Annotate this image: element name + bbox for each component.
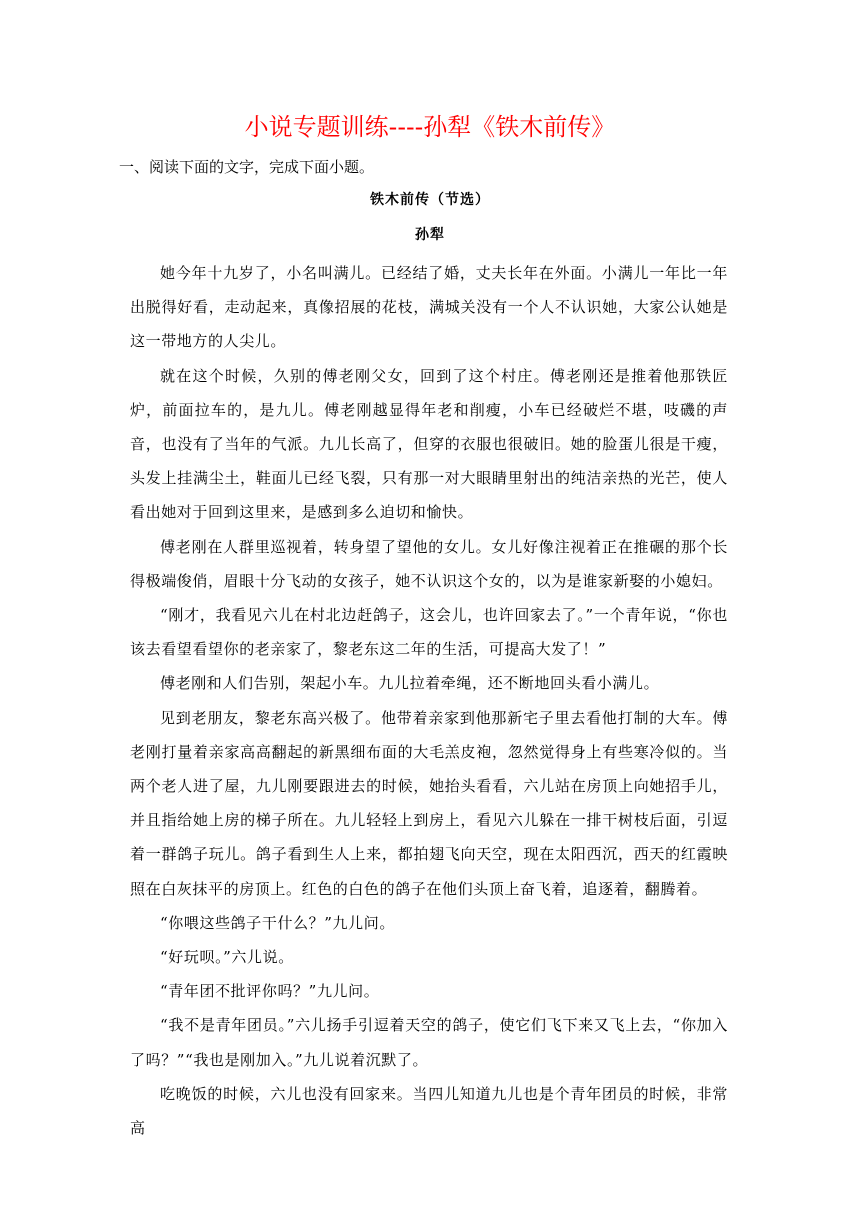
article-author: 孙犁 [415, 227, 445, 243]
paragraph: 见到老朋友，黎老东高兴极了。他带着亲家到他那新宅子里去看他打制的大车。傅老刚打量着亲家高高翻起的新黑细布面的大毛羔皮袍，忽然觉得身上有些寒冷似的。当两个老人进了屋，九儿刚要跟进去的时候，她抬头看看，六儿站在房顶上向她招手儿，并且指给她上房的梯子所在。九儿轻轻上到房上，看见六儿躲在一排干树枝后面，引逗着一群鸽子玩儿。鸽子看到生人上来，都拍翅飞向天空，现在太阳西沉，西天的红霞映照在白灰抹平的房顶上。红色的白色的鸽子在他们头顶上奋飞着，追逐着，翻腾着。 [130, 708, 728, 898]
question-instruction: 一、阅读下面的文字，完成下面小题。 [119, 158, 375, 176]
paragraph: “刚才，我看见六儿在村北边赶鸽子，这会儿，也许回家去了。”一个青年说，“你也该去看望看望你的老亲家了，黎老东这二年的生活，可提高大发了！” [130, 606, 728, 659]
paragraph: 她今年十九岁了，小名叫满儿。已经结了婚，丈夫长年在外面。小满儿一年比一年出脱得好看，走动起来，真像招展的花枝，满城关没有一个人不认识她，大家公认她是这一带地方的人尖儿。 [130, 264, 728, 351]
paragraph: “好玩呗。”六儿说。 [160, 948, 294, 967]
article-title: 铁木前传（节选） [370, 192, 490, 208]
paragraph: 就在这个时候，久别的傅老刚父女，回到了这个村庄。傅老刚还是推着他那铁匠炉，前面拉车的，是九儿。傅老刚越显得年老和削瘦，小车已经破烂不堪，吱磯的声音，也没有了当年的气派。九儿长高了，但穿的衣服也很破旧。她的脸蛋儿很是干瘦，头发上挂满尘土，鞋面儿已经飞裂，只有那一对大眼睛里射出的纯洁亲热的光芒，使人看出她对于回到这里来，是感到多么迫切和愉快。 [130, 366, 728, 522]
paragraph: 傅老刚和人们告别，架起小车。九儿拉着牵绳，还不断地回头看小满儿。 [160, 674, 660, 693]
paragraph: 吃晚饭的时候，六儿也没有回家来。当四儿知道九儿也是个青年团员的时候，非常高 [130, 1084, 728, 1138]
article-body [130, 256, 728, 1145]
paragraph: “你喂这些鸽子干什么？”九儿问。 [160, 913, 395, 932]
page-title: 小说专题训练----孙犁《铁木前传》 [244, 113, 616, 141]
paragraph: 傅老刚在人群里巡视着，转身望了望他的女儿。女儿好像注视着正在推碾的那个长得极端俊俏，眉眼十分飞动的女孩子，她不认识这个女的，以为是谁家新娶的小媳妇。 [130, 537, 728, 590]
paragraph: “我不是青年团员。”六儿扬手引逗着天空的鸽子，使它们飞下来又飞上去，“你加入了吗？”“我也是刚加入。”九儿说着沉默了。 [130, 1016, 728, 1069]
paragraph: “青年团不批评你吗？”九儿问。 [160, 982, 380, 1001]
